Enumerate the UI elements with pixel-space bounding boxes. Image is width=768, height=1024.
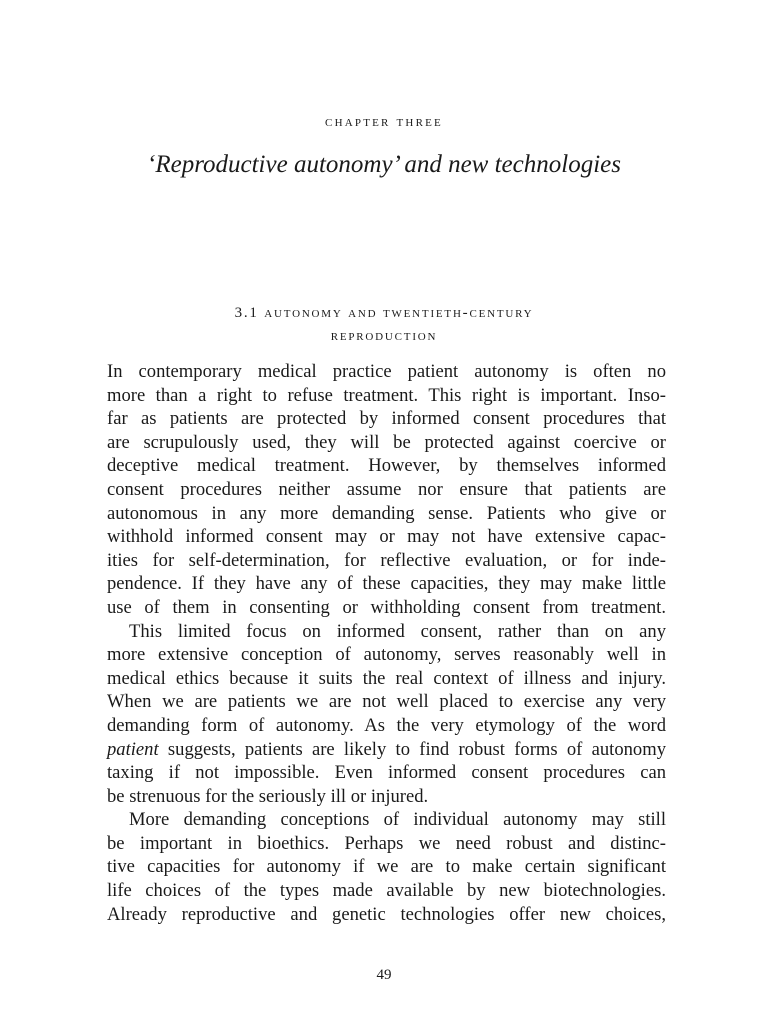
text-line <box>107 738 666 762</box>
text-line: tive capacities for autonomy if we are to make certain significant <box>107 856 666 878</box>
paragraph-1 <box>107 360 666 620</box>
text-line: withhold informed consent may or may not have extensive capac- <box>107 526 666 548</box>
text-line: More demanding conceptions of individual autonomy may still <box>129 809 666 831</box>
paragraph-3 <box>107 808 666 926</box>
text-line: This limited focus on informed consent, rather than on any <box>129 620 666 642</box>
text-line: more extensive conception of autonomy, serves reasonably well in <box>107 644 666 666</box>
text-line: be strenuous for the seriously ill or injured. <box>107 785 429 807</box>
page-number: 49 <box>376 967 392 983</box>
section-heading-line: reproduction <box>330 328 438 344</box>
text-line: Already reproductive and genetic technologies offer new choices, <box>107 903 666 925</box>
text-line: ities for self-determination, for reflective evaluation, or for inde- <box>107 549 666 571</box>
section-heading <box>0 302 768 348</box>
chapter-label: chapter three <box>325 114 443 130</box>
text-line: far as patients are protected by informed consent procedures that <box>107 408 666 430</box>
text-line: When we are patients we are not well placed to exercise any very <box>107 691 666 713</box>
text-fragment: suggests, patients are likely to find robust forms of autonomy <box>158 738 666 760</box>
section-heading-line: 3.1 autonomy and twentieth-century <box>234 305 534 321</box>
text-line: In contemporary medical practice patient autonomy is often no <box>107 361 666 382</box>
text-line: autonomous in any more demanding sense. Patients who give or <box>107 502 666 524</box>
chapter-title: ‘Reproductive autonomy’ and new technologies <box>147 151 621 178</box>
text-line: medical ethics because it suits the real context of illness and injury. <box>107 667 666 689</box>
text-line: life choices of the types made available by new biotechnologies. <box>107 880 666 902</box>
body-text <box>107 360 666 926</box>
paragraph-2 <box>107 620 666 809</box>
text-line: deceptive medical treatment. However, by themselves informed <box>107 455 666 477</box>
text-line: pendence. If they have any of these capacities, they may make little <box>107 573 666 595</box>
text-line: be important in bioethics. Perhaps we need robust and distinc- <box>107 832 666 854</box>
text-line: taxing if not impossible. Even informed consent procedures can <box>107 762 666 784</box>
text-line: use of them in consenting or withholding consent from treatment. <box>107 596 666 618</box>
text-line: demanding form of autonomy. As the very etymology of the word <box>107 714 666 736</box>
italic-word: patient <box>107 738 159 760</box>
text-line: consent procedures neither assume nor ensure that patients are <box>107 478 666 500</box>
text-line: are scrupulously used, they will be protected against coercive or <box>107 431 666 453</box>
text-line: more than a right to refuse treatment. This right is important. Inso- <box>107 384 666 406</box>
